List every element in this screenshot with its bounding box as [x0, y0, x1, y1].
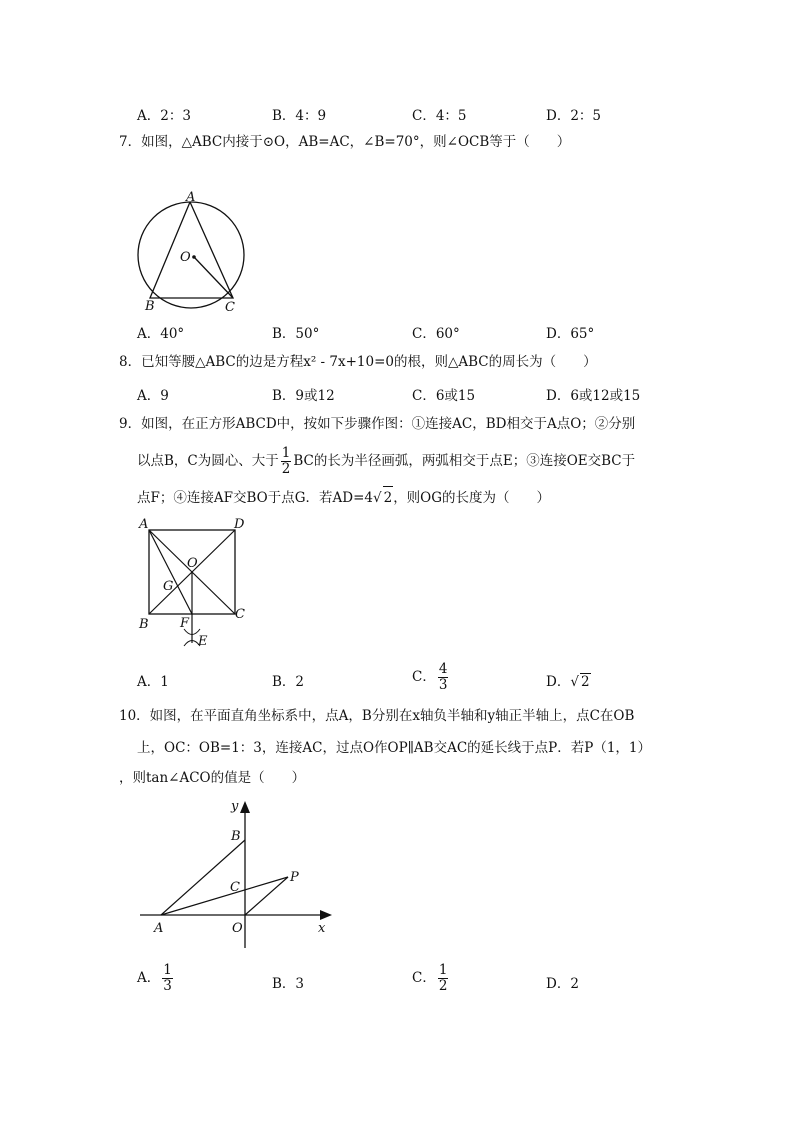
q7-label-a: A: [186, 190, 196, 205]
q10-line3: ，则tan∠ACO的值是（ ）: [119, 770, 306, 786]
q9-option-c-prefix: C．: [412, 669, 436, 685]
q9-sqrt-radicand: 2: [383, 486, 394, 509]
q10-figure: [130, 795, 340, 955]
q9-sqrt-icon: √: [372, 490, 382, 506]
q6-option-c: C．4：5: [412, 108, 467, 124]
q7-point-o: [192, 255, 196, 259]
q10-segment-ab: [161, 840, 245, 915]
q10-label-a: A: [154, 921, 164, 936]
q9-line2-b: BC的长为半径画弧，两弧相交于点E；③连接OE交BC于: [293, 453, 636, 469]
q9-option-c-fraction: [438, 662, 449, 693]
q7-option-b: B．50°: [272, 326, 320, 342]
q10-label-c: C: [230, 880, 240, 895]
q8-option-c: C．6或15: [412, 388, 476, 404]
q10-segment-ap: [161, 877, 288, 915]
q9-option-d: [546, 670, 591, 690]
q9-option-a: A．1: [137, 674, 169, 690]
q10-label-y: y: [231, 799, 239, 814]
q8-text: 8．已知等腰△ABC的边是方程x² - 7x+10=0的根，则△ABC的周长为（ ）: [119, 354, 597, 370]
q9-option-d-radicand: 2: [580, 674, 590, 690]
q10-option-c: [412, 963, 450, 994]
q10-label-o: O: [232, 921, 243, 936]
q10-option-c-fraction: [438, 963, 449, 994]
q9-label-f: F: [180, 616, 190, 631]
q10-option-a-num: 1: [163, 962, 172, 978]
q9-option-c-num: 4: [438, 661, 448, 677]
q8-option-a: A．9: [137, 388, 169, 404]
q7-label-o: O: [180, 250, 191, 265]
q9-frac-den: 2: [281, 461, 291, 477]
q7-segment-oc: [194, 257, 233, 298]
q9-line3-a: 点F；④连接AF交BO于点G．若AD=4: [137, 490, 373, 506]
q9-label-d: D: [234, 517, 245, 532]
q7-text: 7．如图，△ABC内接于⊙O，AB=AC，∠B=70°，则∠OCB等于（ ）: [119, 134, 571, 150]
q9-line3: [119, 486, 550, 509]
q9-segment-af: [149, 530, 192, 614]
q7-option-c: C．60°: [412, 326, 460, 342]
q10-y-arrow-icon: [240, 801, 250, 813]
q10-option-c-den: 2: [438, 978, 448, 994]
q10-option-b: B．3: [272, 976, 305, 992]
q10-option-d: D．2: [546, 976, 579, 992]
q9-line3-b: ，则OG的长度为（ ）: [393, 490, 551, 506]
q10-option-a: [137, 963, 175, 994]
q10-line2: 上，OC：OB=1：3，连接AC，过点O作OP∥AB交AC的延长线于点P．若P（1，1）: [137, 740, 652, 756]
q10-option-c-prefix: C．: [412, 970, 436, 986]
q10-option-a-prefix: A．: [137, 970, 161, 986]
q10-x-arrow-icon: [320, 910, 332, 920]
q7-label-b: B: [145, 299, 155, 314]
q9-line1: 9．如图，在正方形ABCD中，按如下步骤作图：①连接AC，BD相交于A点O；②分别: [119, 416, 636, 432]
q7-option-d: D．65°: [546, 326, 595, 342]
q9-figure: [130, 512, 260, 652]
q7-label-c: C: [225, 300, 235, 315]
q10-option-a-fraction: [162, 963, 173, 994]
q7-figure: [130, 185, 260, 320]
q10-label-x: x: [318, 921, 326, 936]
q7-triangle: [150, 202, 233, 298]
q9-label-c: C: [235, 607, 245, 622]
q9-label-a: A: [139, 517, 149, 532]
q9-line2-a: 以点B，C为圆心、大于: [137, 453, 279, 469]
q9-label-g: G: [163, 579, 174, 594]
q10-option-a-den: 3: [163, 978, 172, 994]
q9-label-o: O: [187, 556, 198, 571]
q10-line1: 10．如图，在平面直角坐标系中，点A，B分别在x轴负半轴和y轴正半轴上，点C在OB: [119, 708, 635, 724]
q6-option-b: B．4：9: [272, 108, 327, 124]
q9-option-c-den: 3: [438, 677, 448, 693]
q9-line2: [119, 446, 635, 477]
q6-option-d: D．2：5: [546, 108, 602, 124]
q10-label-b: B: [231, 829, 241, 844]
q9-label-e: E: [198, 634, 208, 649]
q9-fraction-half: [281, 446, 292, 477]
q8-option-b: B．9或12: [272, 388, 335, 404]
q9-option-c: [412, 662, 450, 693]
q9-option-b: B．2: [272, 674, 305, 690]
q7-option-a: A．40°: [137, 326, 185, 342]
q9-option-d-prefix: D．: [546, 674, 571, 690]
q8-option-d: D．6或12或15: [546, 388, 641, 404]
q9-frac-num: 1: [281, 445, 291, 461]
q10-option-c-num: 1: [438, 962, 448, 978]
q6-option-a: A．2：3: [137, 108, 191, 124]
q10-label-p: P: [290, 870, 299, 885]
q10-segment-op: [245, 877, 288, 915]
q9-option-d-sqrt-icon: √: [570, 674, 579, 690]
q9-label-b: B: [139, 617, 149, 632]
